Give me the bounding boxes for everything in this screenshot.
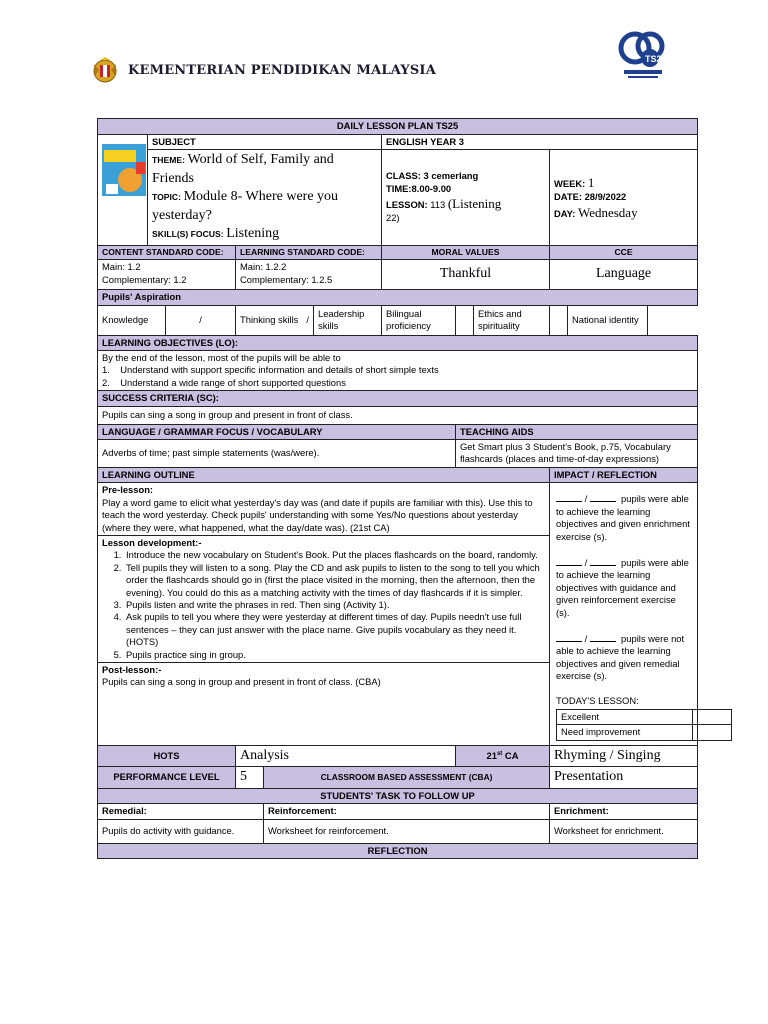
book-cover-icon [102,144,146,196]
lesson-value: 113 [430,199,446,211]
lo-label: LEARNING OBJECTIVES (LO): [98,335,698,350]
ca-value: Rhyming / Singing [550,745,698,766]
lesson-extra2: 22) [386,212,400,224]
sc-value: Pupils can sing a song in group and present in front of class. [98,406,698,424]
lesson-label: LESSON: [386,199,428,211]
performance-value: 5 [236,767,264,788]
aspiration-knowledge: Knowledge [98,305,166,335]
post-lesson-text: Pupils can sing a song in group and present in front of class. (CBA) [102,676,381,688]
outline-cell [98,483,550,746]
content-standard-cell [98,260,236,290]
lesson-extra: (Listening [447,196,502,212]
theme-label: THEME: [152,155,185,166]
lesson-development [98,536,549,663]
pre-lesson-label: Pre-lesson: [102,484,154,496]
development-label: Lesson development:- [102,536,202,548]
impact-remedial: / pupils were not able to achieve the learning objectives and given remedial exercise (s). [556,633,685,682]
plan-title: DAILY LESSON PLAN TS25 [98,119,698,135]
lo-item: 2. Understand a wide range of short supported questions [102,376,346,388]
moral-value: Thankful [382,260,550,290]
language-value: Adverbs of time; past simple statements (was/were). [98,439,456,467]
aspiration-thinking [236,305,314,335]
class-time-cell [382,150,550,245]
teaching-aids-label: TEACHING AIDS [456,424,698,439]
book-cover-cell [98,135,148,246]
document-header [90,52,690,92]
skill-value: Listening [226,226,280,242]
pre-lesson-text: Play a word game to elicit what yesterday's day was (and date if pupils are familiar with this). Use this to teach the word yesterday. Check pupils' understanding with some Yes/No questions about yesterday (where they were, what happened, what the day/date was). (21st CA) [102,496,533,533]
enrichment-label: Enrichment: [550,804,698,819]
post-lesson [98,663,549,690]
pre-lesson [98,483,549,536]
moral-values-label: MORAL VALUES [382,245,550,259]
malaysia-crest-icon [90,56,120,86]
subject-value: ENGLISH YEAR 3 [382,135,698,150]
impact-label: IMPACT / REFLECTION [550,467,698,482]
week-value: 1 [587,175,595,191]
subject-label: SUBJECT [148,135,382,150]
sc-label: SUCCESS CRITERIA (SC): [98,391,698,406]
improve-box[interactable] [693,725,732,740]
aspiration-thinking-text: Thinking skills [240,313,299,325]
post-lesson-label: Post-lesson:- [102,664,162,676]
reflection-label: REFLECTION [98,843,698,858]
content-comp: Complementary: 1.2 [102,273,187,285]
outline-label: LEARNING OUTLINE [98,467,550,482]
excellent-label: Excellent [557,710,693,725]
cce-value: Language [550,260,698,290]
ts25-logo-icon [618,28,668,80]
development-step: 5. Pupils practice sing in group. [124,649,545,661]
time-value: 8.00-9.00 [411,182,452,194]
aspiration-bilingual-box [456,305,474,335]
aspiration-knowledge-mark: / [166,305,236,335]
lo-intro: By the end of the lesson, most of the pupils will be able to [102,351,341,363]
content-main: Main: 1.2 [102,261,141,273]
aspiration-leadership: Leadership skills [314,305,382,335]
class-value: 3 cemerlang [423,170,479,182]
aspiration-thinking-mark: / [306,313,309,325]
hots-label: HOTS [98,745,236,766]
class-label: CLASS: [386,170,421,182]
impact-cell [550,483,698,746]
development-step: 2. Tell pupils they will listen to a song. Play the CD and ask pupils to listen to the song to tell you which order the flashcards should go in (first the place visited in the morning, then the afternoon, then the evening). You could do this as a matching activity with the times of day flashcards if it is simpler. [124,562,545,599]
learning-main: Main: 1.2.2 [240,261,287,273]
aspiration-ethics: Ethics and spirituality [474,305,550,335]
week-label: WEEK: [554,178,586,190]
cba-value: Presentation [550,767,698,788]
date-value: 28/9/2022 [584,191,627,203]
topic-value: Module 8- Where were you yesterday? [152,189,339,223]
remedial-label: Remedial: [98,804,264,819]
improve-label: Need improvement [557,725,693,740]
todays-lesson-label: TODAY'S LESSON: [556,694,639,706]
language-label: LANGUAGE / GRAMMAR FOCUS / VOCABULARY [98,424,456,439]
impact-enrichment: / pupils were able to achieve the learning objectives and given enrichment exercise (s). [556,493,690,542]
performance-label: PERFORMANCE LEVEL [98,767,236,788]
teaching-aids-value: Get Smart plus 3 Student's Book, p.75, Vocabulary flashcards (places and time-of-day expressions) [456,439,698,467]
logo-text: TS25 [645,54,667,64]
remedial-value: Pupils do activity with guidance. [98,819,264,843]
learning-comp: Complementary: 1.2.5 [240,273,333,285]
day-value: Wednesday [577,204,638,220]
excellent-box[interactable] [693,710,732,725]
reinforcement-label: Reinforcement: [264,804,550,819]
hots-value: Analysis [236,745,456,766]
development-step: 4. Ask pupils to tell you where they were yesterday at different times of day. Pupils needn't use full sentences – they can just answer with the place name. Give pupils vocabulary as they need it. (HOTS) [124,611,545,648]
enrichment-value: Worksheet for enrichment. [550,819,698,843]
content-standard-label: CONTENT STANDARD CODE: [98,245,236,259]
cba-label: CLASSROOM BASED ASSESSMENT (CBA) [264,767,550,788]
learning-standard-cell [236,260,382,290]
learning-standard-label: LEARNING STANDARD CODE: [236,245,382,259]
task-label: STUDENTS' TASK TO FOLLOW UP [98,788,698,803]
lo-cell [98,350,698,390]
theme-topic-cell [148,150,382,245]
ministry-title: KEMENTERIAN PENDIDIKAN MALAYSIA [128,63,436,78]
skill-label: SKILL(S) FOCUS: [152,229,224,240]
time-label: TIME: [386,182,412,194]
aspiration-ethics-box [550,305,568,335]
week-date-cell [550,150,698,245]
aspiration-label: Pupils' Aspiration [98,290,698,305]
reinforcement-value: Worksheet for reinforcement. [264,819,550,843]
development-step: 1. Introduce the new vocabulary on Student's Book. Put the places flashcards on the board, randomly. [124,549,545,561]
todays-lesson-table [556,709,732,741]
ca-label: 21st CA [456,745,550,766]
cce-label: CCE [550,245,698,259]
date-label: DATE: [554,191,582,203]
impact-reinforcement: / pupils were able to achieve the learning objectives with guidance and given reinforcement exercise (s). [556,556,689,618]
aspiration-bilingual: Bilingual proficiency [382,305,456,335]
theme-value: World of Self, Family and Friends [152,152,334,186]
aspiration-national: National identity [568,305,648,335]
development-step: 3. Pupils listen and write the phrases in red. Then sing (Activity 1). [124,599,545,611]
lo-item: 1. Understand with support specific information and details of short simple texts [102,364,439,376]
topic-label: TOPIC: [152,192,181,203]
lesson-plan-table [97,118,698,859]
day-label: DAY: [554,207,576,219]
